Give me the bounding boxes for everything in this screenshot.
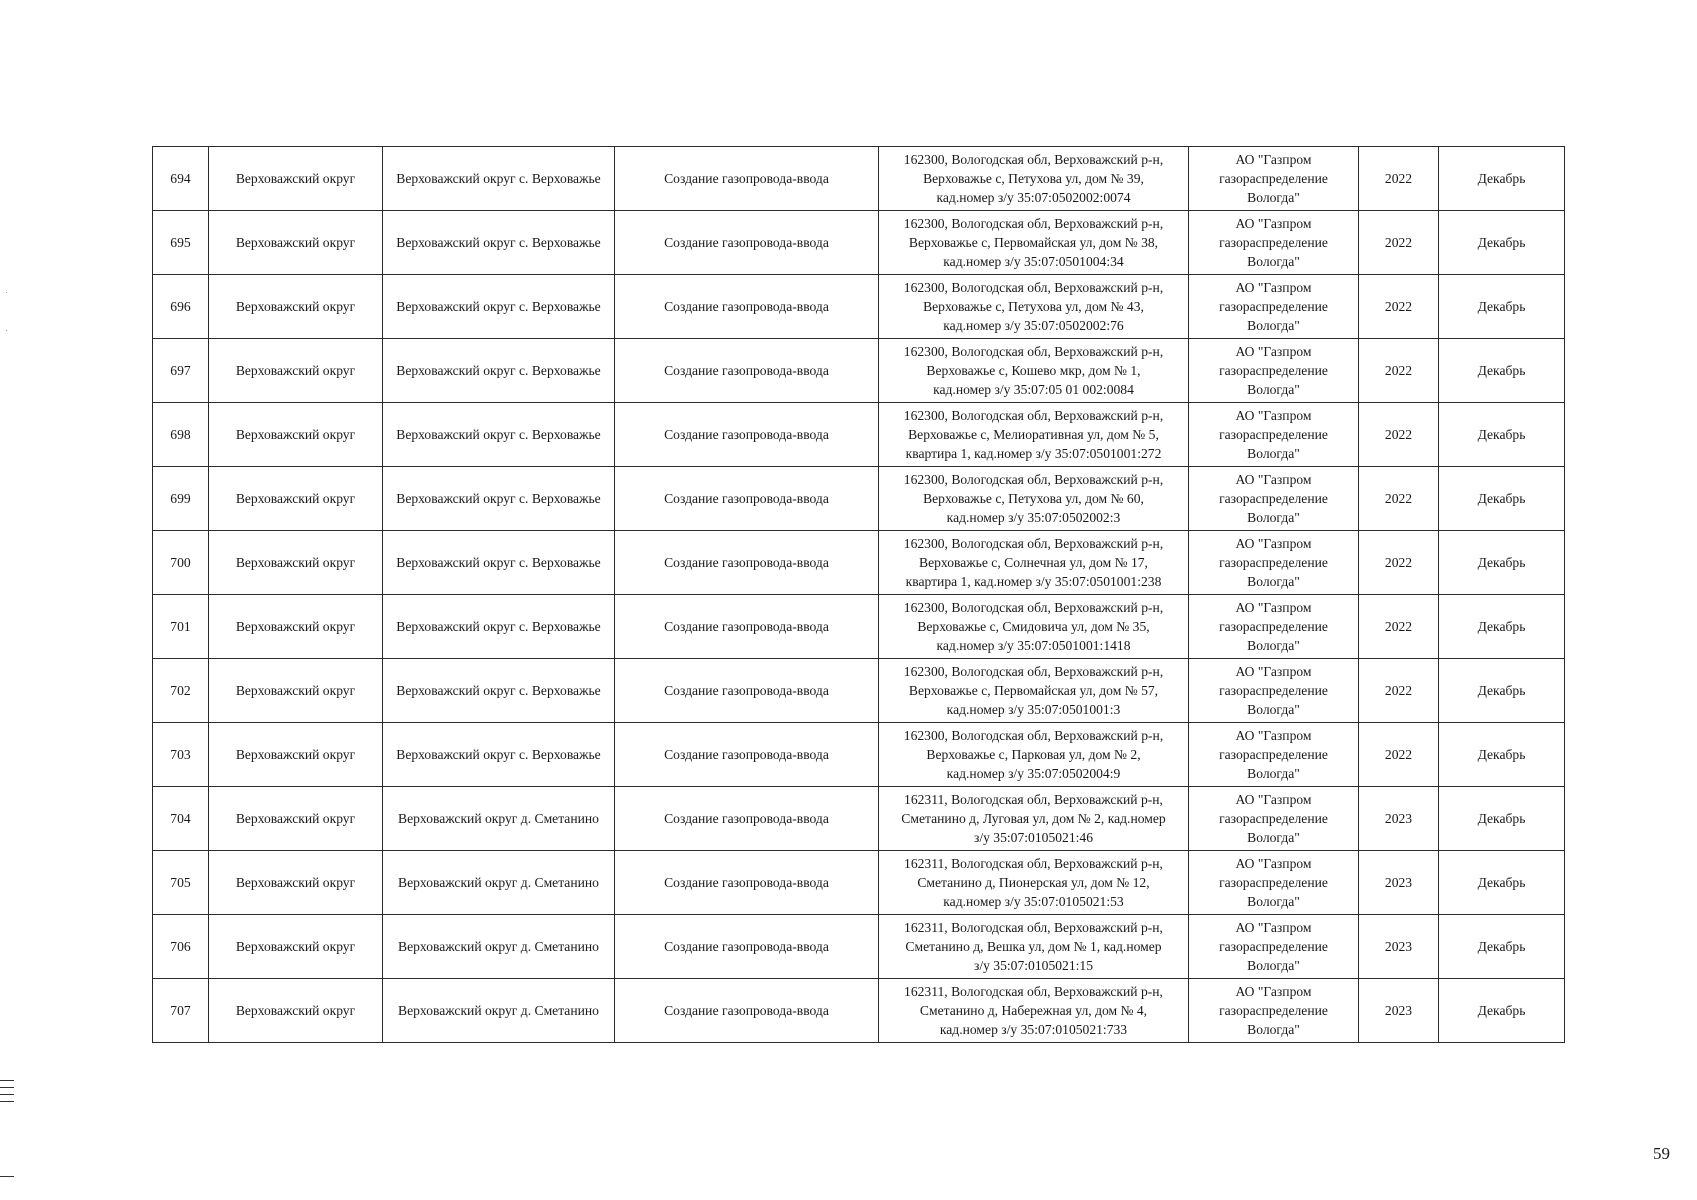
- cell-address-line: 162300, Вологодская обл, Верховажский р-н,: [903, 280, 1164, 295]
- table-row: [153, 339, 1565, 403]
- cell-organization-line: Вологда": [1247, 958, 1300, 973]
- cell-organization-line: газораспределение: [1219, 1003, 1328, 1018]
- table-row: [153, 915, 1565, 979]
- table-row: [153, 851, 1565, 915]
- cell-year: 2022: [1359, 723, 1439, 787]
- margin-mark-top: [0, 1080, 14, 1081]
- margin-mark-bottom: [0, 1176, 14, 1177]
- cell-settlement: Верховажский округ с. Верховажье: [383, 339, 615, 403]
- cell-organization-line: газораспределение: [1219, 939, 1328, 954]
- cell-address: [879, 979, 1189, 1043]
- cell-address-line: 162300, Вологодская обл, Верховажский р-н,: [903, 536, 1164, 551]
- margin-mark-2: [0, 1094, 14, 1095]
- cell-month: Декабрь: [1439, 275, 1565, 339]
- cell-address-line: 162300, Вологодская обл, Верховажский р-н,: [903, 664, 1164, 679]
- cell-number: 704: [153, 787, 209, 851]
- cell-settlement: Верховажский округ д. Сметанино: [383, 979, 615, 1043]
- cell-organization-line: Вологда": [1247, 190, 1300, 205]
- cell-address: [879, 467, 1189, 531]
- cell-district: Верховажский округ: [209, 595, 383, 659]
- cell-month: Декабрь: [1439, 659, 1565, 723]
- cell-address: [879, 339, 1189, 403]
- cell-organization-line: газораспределение: [1219, 811, 1328, 826]
- cell-address: [879, 595, 1189, 659]
- cell-address-line: 162300, Вологодская обл, Верховажский р-н,: [903, 600, 1164, 615]
- cell-settlement: Верховажский округ с. Верховажье: [383, 467, 615, 531]
- cell-number: 696: [153, 275, 209, 339]
- cell-address-line: 162300, Вологодская обл, Верховажский р-н,: [903, 344, 1164, 359]
- page-number: 59: [1653, 1144, 1670, 1163]
- cell-month: Декабрь: [1439, 531, 1565, 595]
- cell-address: [879, 531, 1189, 595]
- cell-month: Декабрь: [1439, 147, 1565, 211]
- cell-month: Декабрь: [1439, 467, 1565, 531]
- cell-address-line: 162311, Вологодская обл, Верховажский р-н,: [904, 856, 1163, 871]
- table-row: [153, 147, 1565, 211]
- cell-address-line: 162300, Вологодская обл, Верховажский р-н,: [903, 472, 1164, 487]
- cell-year: 2022: [1359, 467, 1439, 531]
- cell-organization-line: газораспределение: [1219, 619, 1328, 634]
- cell-address-line: Сметанино д, Пионерская ул, дом № 12,: [917, 875, 1150, 890]
- cell-number: 694: [153, 147, 209, 211]
- cell-organization-line: АО "Газпром: [1235, 792, 1312, 807]
- cell-address-line: Сметанино д, Луговая ул, дом № 2, кад.номер: [901, 811, 1166, 826]
- cell-address-line: 162311, Вологодская обл, Верховажский р-н,: [904, 984, 1163, 999]
- cell-organization-line: Вологда": [1247, 254, 1300, 269]
- table-row: [153, 979, 1565, 1043]
- cell-organization-line: АО "Газпром: [1235, 664, 1312, 679]
- cell-organization-line: Вологда": [1247, 1022, 1300, 1037]
- cell-month: Декабрь: [1439, 787, 1565, 851]
- cell-address: [879, 211, 1189, 275]
- cell-organization: [1189, 723, 1359, 787]
- table-row: [153, 787, 1565, 851]
- cell-number: 701: [153, 595, 209, 659]
- cell-work-type: Создание газопровода-ввода: [615, 915, 879, 979]
- cell-organization: [1189, 979, 1359, 1043]
- cell-district: Верховажский округ: [209, 851, 383, 915]
- cell-organization-line: АО "Газпром: [1235, 408, 1312, 423]
- cell-address-line: Верховажье с, Петухова ул, дом № 39,: [923, 171, 1144, 186]
- cell-organization-line: Вологда": [1247, 382, 1300, 397]
- table-row: [153, 531, 1565, 595]
- cell-organization: [1189, 147, 1359, 211]
- cell-number: 702: [153, 659, 209, 723]
- cell-organization-line: газораспределение: [1219, 555, 1328, 570]
- cell-settlement: Верховажский округ с. Верховажье: [383, 723, 615, 787]
- cell-district: Верховажский округ: [209, 467, 383, 531]
- cell-work-type: Создание газопровода-ввода: [615, 275, 879, 339]
- cell-settlement: Верховажский округ д. Сметанино: [383, 915, 615, 979]
- cell-address-line: кад.номер з/у 35:07:0502002:0074: [936, 190, 1131, 205]
- cell-number: 699: [153, 467, 209, 531]
- cell-address-line: кад.номер з/у 35:07:0502002:76: [943, 318, 1124, 333]
- cell-organization-line: АО "Газпром: [1235, 280, 1312, 295]
- scan-dot: [6, 330, 7, 331]
- cell-year: 2022: [1359, 659, 1439, 723]
- table-row: [153, 723, 1565, 787]
- margin-mark-1: [0, 1087, 14, 1088]
- cell-number: 697: [153, 339, 209, 403]
- cell-organization-line: газораспределение: [1219, 747, 1328, 762]
- cell-number: 703: [153, 723, 209, 787]
- cell-district: Верховажский округ: [209, 659, 383, 723]
- cell-number: 707: [153, 979, 209, 1043]
- cell-district: Верховажский округ: [209, 915, 383, 979]
- cell-address-line: 162311, Вологодская обл, Верховажский р-н,: [904, 792, 1163, 807]
- cell-number: 700: [153, 531, 209, 595]
- cell-address-line: кад.номер з/у 35:07:0501004:34: [943, 254, 1124, 269]
- cell-number: 705: [153, 851, 209, 915]
- cell-month: Декабрь: [1439, 723, 1565, 787]
- cell-organization-line: Вологда": [1247, 446, 1300, 461]
- cell-address: [879, 851, 1189, 915]
- cell-organization-line: АО "Газпром: [1235, 472, 1312, 487]
- cell-organization-line: Вологда": [1247, 510, 1300, 525]
- cell-district: Верховажский округ: [209, 275, 383, 339]
- cell-organization-line: газораспределение: [1219, 683, 1328, 698]
- cell-organization: [1189, 595, 1359, 659]
- cell-year: 2023: [1359, 979, 1439, 1043]
- cell-year: 2022: [1359, 595, 1439, 659]
- cell-settlement: Верховажский округ с. Верховажье: [383, 531, 615, 595]
- cell-organization: [1189, 851, 1359, 915]
- cell-organization-line: АО "Газпром: [1235, 984, 1312, 999]
- cell-organization: [1189, 403, 1359, 467]
- cell-address: [879, 723, 1189, 787]
- cell-organization-line: АО "Газпром: [1235, 600, 1312, 615]
- cell-year: 2022: [1359, 531, 1439, 595]
- cell-organization-line: АО "Газпром: [1235, 920, 1312, 935]
- cell-address-line: кад.номер з/у 35:07:0105021:733: [939, 1022, 1128, 1037]
- cell-address: [879, 275, 1189, 339]
- cell-month: Декабрь: [1439, 915, 1565, 979]
- cell-settlement: Верховажский округ с. Верховажье: [383, 211, 615, 275]
- cell-district: Верховажский округ: [209, 339, 383, 403]
- cell-organization-line: Вологда": [1247, 318, 1300, 333]
- cell-address: [879, 403, 1189, 467]
- cell-address-line: 162300, Вологодская обл, Верховажский р-н,: [903, 152, 1164, 167]
- cell-work-type: Создание газопровода-ввода: [615, 339, 879, 403]
- cell-year: 2022: [1359, 211, 1439, 275]
- cell-address-line: квартира 1, кад.номер з/у 35:07:0501001:238: [905, 574, 1162, 589]
- cell-address-line: з/у 35:07:0105021:46: [973, 830, 1094, 845]
- cell-organization-line: Вологда": [1247, 702, 1300, 717]
- cell-number: 698: [153, 403, 209, 467]
- cell-work-type: Создание газопровода-ввода: [615, 403, 879, 467]
- table-row: [153, 659, 1565, 723]
- cell-address-line: Верховажье с, Кошево мкр, дом № 1,: [926, 363, 1141, 378]
- cell-work-type: Создание газопровода-ввода: [615, 659, 879, 723]
- cell-organization-line: АО "Газпром: [1235, 152, 1312, 167]
- cell-settlement: Верховажский округ с. Верховажье: [383, 659, 615, 723]
- cell-address-line: Верховажье с, Парковая ул, дом № 2,: [926, 747, 1141, 762]
- cell-settlement: Верховажский округ с. Верховажье: [383, 403, 615, 467]
- cell-settlement: Верховажский округ д. Сметанино: [383, 787, 615, 851]
- margin-mark-3: [0, 1101, 14, 1102]
- cell-address-line: кад.номер з/у 35:07:0501001:3: [946, 702, 1121, 717]
- cell-address-line: Верховажье с, Солнечная ул, дом № 17,: [919, 555, 1148, 570]
- cell-year: 2022: [1359, 403, 1439, 467]
- cell-address-line: кад.номер з/у 35:07:0502004:9: [946, 766, 1121, 781]
- cell-address-line: Сметанино д, Вешка ул, дом № 1, кад.номер: [905, 939, 1162, 954]
- cell-district: Верховажский округ: [209, 787, 383, 851]
- cell-district: Верховажский округ: [209, 979, 383, 1043]
- cell-address-line: кад.номер з/у 35:07:0502002:3: [946, 510, 1121, 525]
- cell-year: 2023: [1359, 851, 1439, 915]
- cell-organization-line: газораспределение: [1219, 363, 1328, 378]
- cell-month: Декабрь: [1439, 979, 1565, 1043]
- cell-organization: [1189, 467, 1359, 531]
- cell-address-line: Верховажье с, Петухова ул, дом № 43,: [923, 299, 1144, 314]
- cell-address: [879, 147, 1189, 211]
- cell-number: 706: [153, 915, 209, 979]
- registry-table: [152, 146, 1565, 1043]
- cell-month: Декабрь: [1439, 851, 1565, 915]
- cell-year: 2023: [1359, 915, 1439, 979]
- cell-address-line: кад.номер з/у 35:07:0501001:1418: [936, 638, 1131, 653]
- cell-organization: [1189, 531, 1359, 595]
- cell-address-line: 162300, Вологодская обл, Верховажский р-н,: [903, 216, 1164, 231]
- cell-settlement: Верховажский округ с. Верховажье: [383, 275, 615, 339]
- cell-organization-line: АО "Газпром: [1235, 728, 1312, 743]
- cell-settlement: Верховажский округ д. Сметанино: [383, 851, 615, 915]
- table-row: [153, 467, 1565, 531]
- cell-month: Декабрь: [1439, 595, 1565, 659]
- cell-organization: [1189, 787, 1359, 851]
- cell-address-line: 162300, Вологодская обл, Верховажский р-н,: [903, 408, 1164, 423]
- cell-organization-line: газораспределение: [1219, 491, 1328, 506]
- cell-address-line: 162300, Вологодская обл, Верховажский р-н,: [903, 728, 1164, 743]
- cell-organization: [1189, 211, 1359, 275]
- table-row: [153, 595, 1565, 659]
- cell-address: [879, 659, 1189, 723]
- cell-organization-line: газораспределение: [1219, 171, 1328, 186]
- cell-year: 2023: [1359, 787, 1439, 851]
- cell-organization-line: газораспределение: [1219, 235, 1328, 250]
- cell-year: 2022: [1359, 339, 1439, 403]
- cell-month: Декабрь: [1439, 339, 1565, 403]
- cell-number: 695: [153, 211, 209, 275]
- cell-address-line: 162311, Вологодская обл, Верховажский р-н,: [904, 920, 1163, 935]
- cell-organization-line: Вологда": [1247, 830, 1300, 845]
- cell-organization-line: АО "Газпром: [1235, 344, 1312, 359]
- cell-organization-line: газораспределение: [1219, 427, 1328, 442]
- cell-organization-line: газораспределение: [1219, 299, 1328, 314]
- cell-address-line: Верховажье с, Первомайская ул, дом № 38,: [908, 235, 1159, 250]
- cell-organization-line: АО "Газпром: [1235, 856, 1312, 871]
- scan-dot: [6, 292, 7, 293]
- cell-organization-line: Вологда": [1247, 894, 1300, 909]
- cell-address-line: Верховажье с, Первомайская ул, дом № 57,: [908, 683, 1159, 698]
- cell-organization: [1189, 659, 1359, 723]
- cell-settlement: Верховажский округ с. Верховажье: [383, 595, 615, 659]
- cell-work-type: Создание газопровода-ввода: [615, 147, 879, 211]
- cell-organization-line: АО "Газпром: [1235, 216, 1312, 231]
- cell-year: 2022: [1359, 275, 1439, 339]
- cell-work-type: Создание газопровода-ввода: [615, 979, 879, 1043]
- table-body: [153, 147, 1565, 1043]
- cell-work-type: Создание газопровода-ввода: [615, 851, 879, 915]
- cell-address: [879, 915, 1189, 979]
- cell-address-line: Верховажье с, Мелиоративная ул, дом № 5,: [908, 427, 1159, 442]
- cell-month: Декабрь: [1439, 211, 1565, 275]
- table-row: [153, 211, 1565, 275]
- cell-address-line: Верховажье с, Петухова ул, дом № 60,: [923, 491, 1144, 506]
- cell-work-type: Создание газопровода-ввода: [615, 211, 879, 275]
- cell-address-line: з/у 35:07:0105021:15: [973, 958, 1094, 973]
- cell-district: Верховажский округ: [209, 211, 383, 275]
- cell-district: Верховажский округ: [209, 403, 383, 467]
- cell-organization-line: Вологда": [1247, 766, 1300, 781]
- cell-district: Верховажский округ: [209, 531, 383, 595]
- cell-organization: [1189, 339, 1359, 403]
- cell-address-line: Верховажье с, Смидовича ул, дом № 35,: [917, 619, 1150, 634]
- cell-settlement: Верховажский округ с. Верховажье: [383, 147, 615, 211]
- cell-organization: [1189, 275, 1359, 339]
- cell-work-type: Создание газопровода-ввода: [615, 595, 879, 659]
- cell-organization-line: газораспределение: [1219, 875, 1328, 890]
- cell-district: Верховажский округ: [209, 723, 383, 787]
- table-row: [153, 275, 1565, 339]
- cell-address-line: квартира 1, кад.номер з/у 35:07:0501001:272: [905, 446, 1162, 461]
- cell-work-type: Создание газопровода-ввода: [615, 787, 879, 851]
- cell-address-line: кад.номер з/у 35:07:0105021:53: [943, 894, 1124, 909]
- cell-address-line: Сметанино д, Набережная ул, дом № 4,: [919, 1003, 1148, 1018]
- cell-address: [879, 787, 1189, 851]
- cell-month: Декабрь: [1439, 403, 1565, 467]
- cell-organization-line: Вологда": [1247, 574, 1300, 589]
- cell-organization: [1189, 915, 1359, 979]
- cell-organization-line: АО "Газпром: [1235, 536, 1312, 551]
- cell-district: Верховажский округ: [209, 147, 383, 211]
- cell-organization-line: Вологда": [1247, 638, 1300, 653]
- table-row: [153, 403, 1565, 467]
- cell-year: 2022: [1359, 147, 1439, 211]
- cell-work-type: Создание газопровода-ввода: [615, 531, 879, 595]
- cell-work-type: Создание газопровода-ввода: [615, 723, 879, 787]
- cell-work-type: Создание газопровода-ввода: [615, 467, 879, 531]
- cell-address-line: кад.номер з/у 35:07:05 01 002:0084: [933, 382, 1134, 397]
